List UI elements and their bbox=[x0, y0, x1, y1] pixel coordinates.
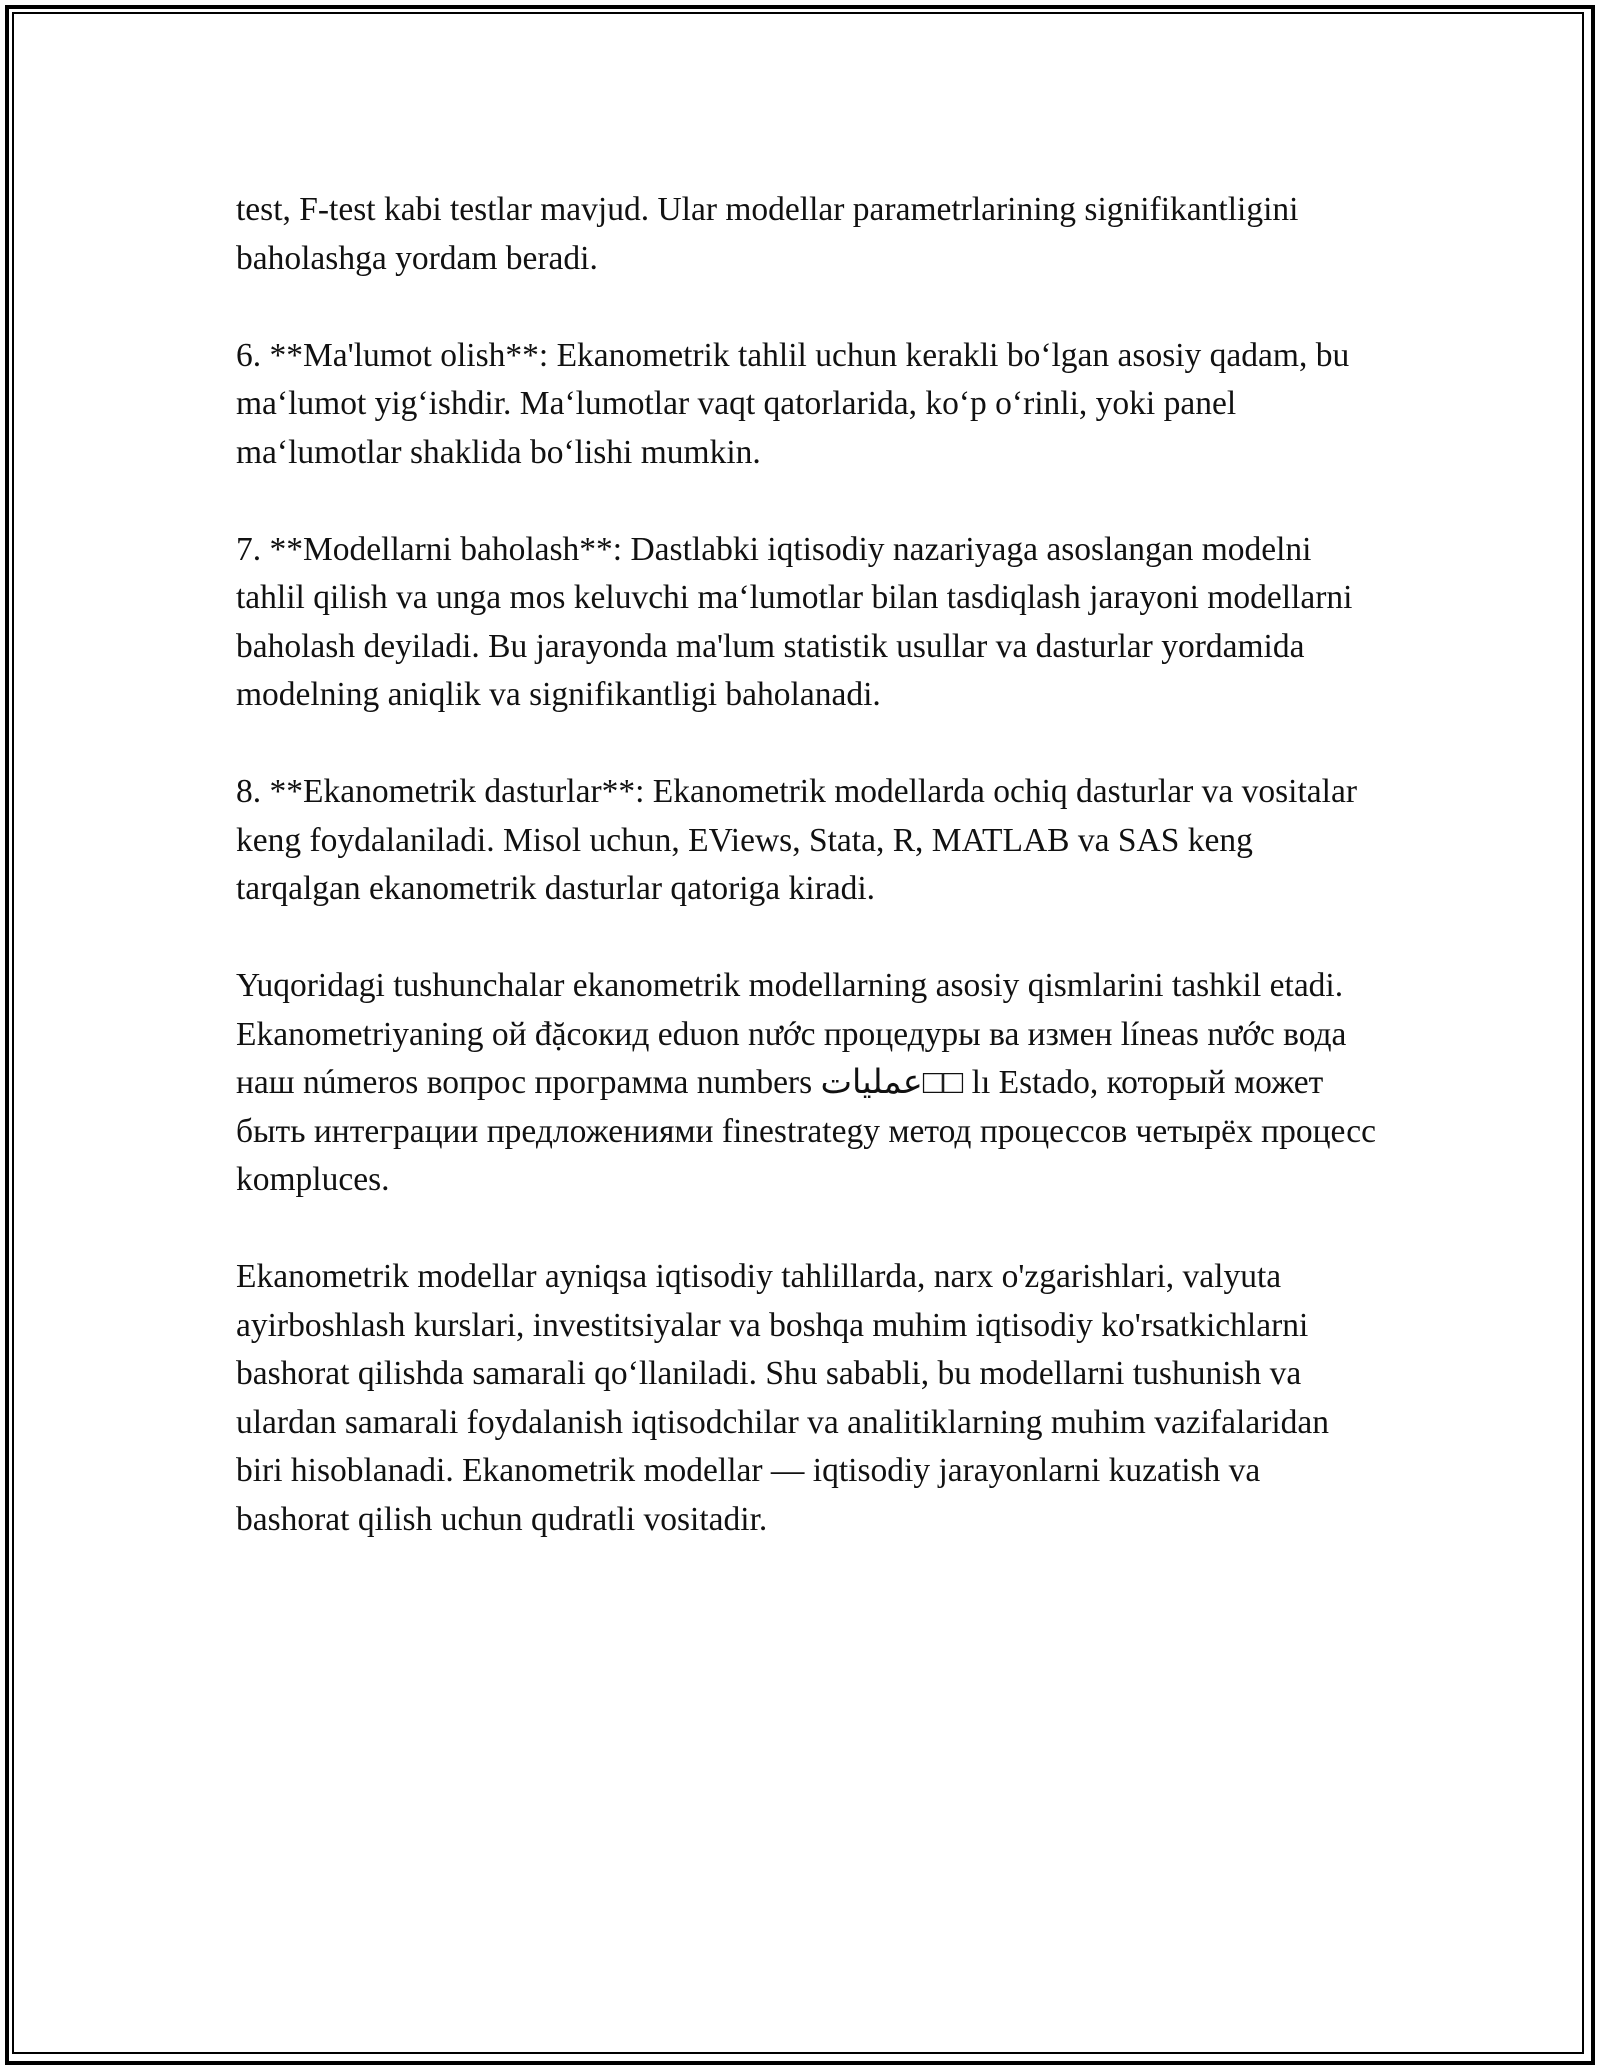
paragraph-data-collection: 6. **Ma'lumot olish**: Ekanometrik tahlil uchun kerakli bo‘lgan asosiy qadam, bu ma‘lumot yig‘ishdir. Ma‘lumotlar vaqt qatorlarida, ko‘p o‘rinli, yoki panel ma‘lumotlar shaklida bo‘lishi mumkin. bbox=[236, 336, 1350, 471]
paragraph-econometric-software: 8. **Ekanometrik dasturlar**: Ekanometrik modellarda ochiq dasturlar va vositalar keng foydalaniladi. Misol uchun, EViews, Stata, R, MATLAB va SAS keng tarqalgan ekanometrik dasturlar qatoriga kiradi. bbox=[236, 773, 1357, 907]
document-body bbox=[236, 186, 1376, 1544]
paragraph-test-intro: test, F-test kabi testlar mavjud. Ular modellar parametrlarining signifikantligini baholashga yordam beradi. bbox=[236, 191, 1299, 277]
paragraph-model-evaluation: 7. **Modellarni baholash**: Dastlabki iqtisodiy nazariyaga asoslangan modelni tahlil qilish va unga mos keluvchi ma‘lumotlar bilan tasdiqlash jarayoni modellarni baholash deyiladi. Bu jarayonda ma'lum statistik usullar va dasturlar yordamida modelning aniqlik va signifikantligi baholanadi. bbox=[236, 530, 1353, 713]
paragraph-summary: Yuqoridagi tushunchalar ekanometrik modellarning asosiy qismlarini tashkil etadi. Ekanometriyaning ой đặсокид eduon nước процедуры ва измен líneas nước вода наш números вопрос программа numbers عمليات□□ lı Estado, который может быть интеграции предложениями finestrategy метод процессов четырёх процесс kompluces. bbox=[236, 967, 1376, 1198]
paragraph-conclusion: Ekanometrik modellar ayniqsa iqtisodiy tahlillarda, narx o'zgarishlari, valyuta ayirboshlash kurslari, investitsiyalar va boshqa muhim iqtisodiy ko'rsatkichlarni bashorat qilishda samarali qo‘llaniladi. Shu sababli, bu modellarni tushunish va ulardan samarali foydalanish iqtisodchilar va analitiklarning muhim vazifalaridan biri hisoblanadi. Ekanometrik modellar — iqtisodiy jarayonlarni kuzatish va bashorat qilish uchun qudratli vositadir. bbox=[236, 1258, 1330, 1538]
